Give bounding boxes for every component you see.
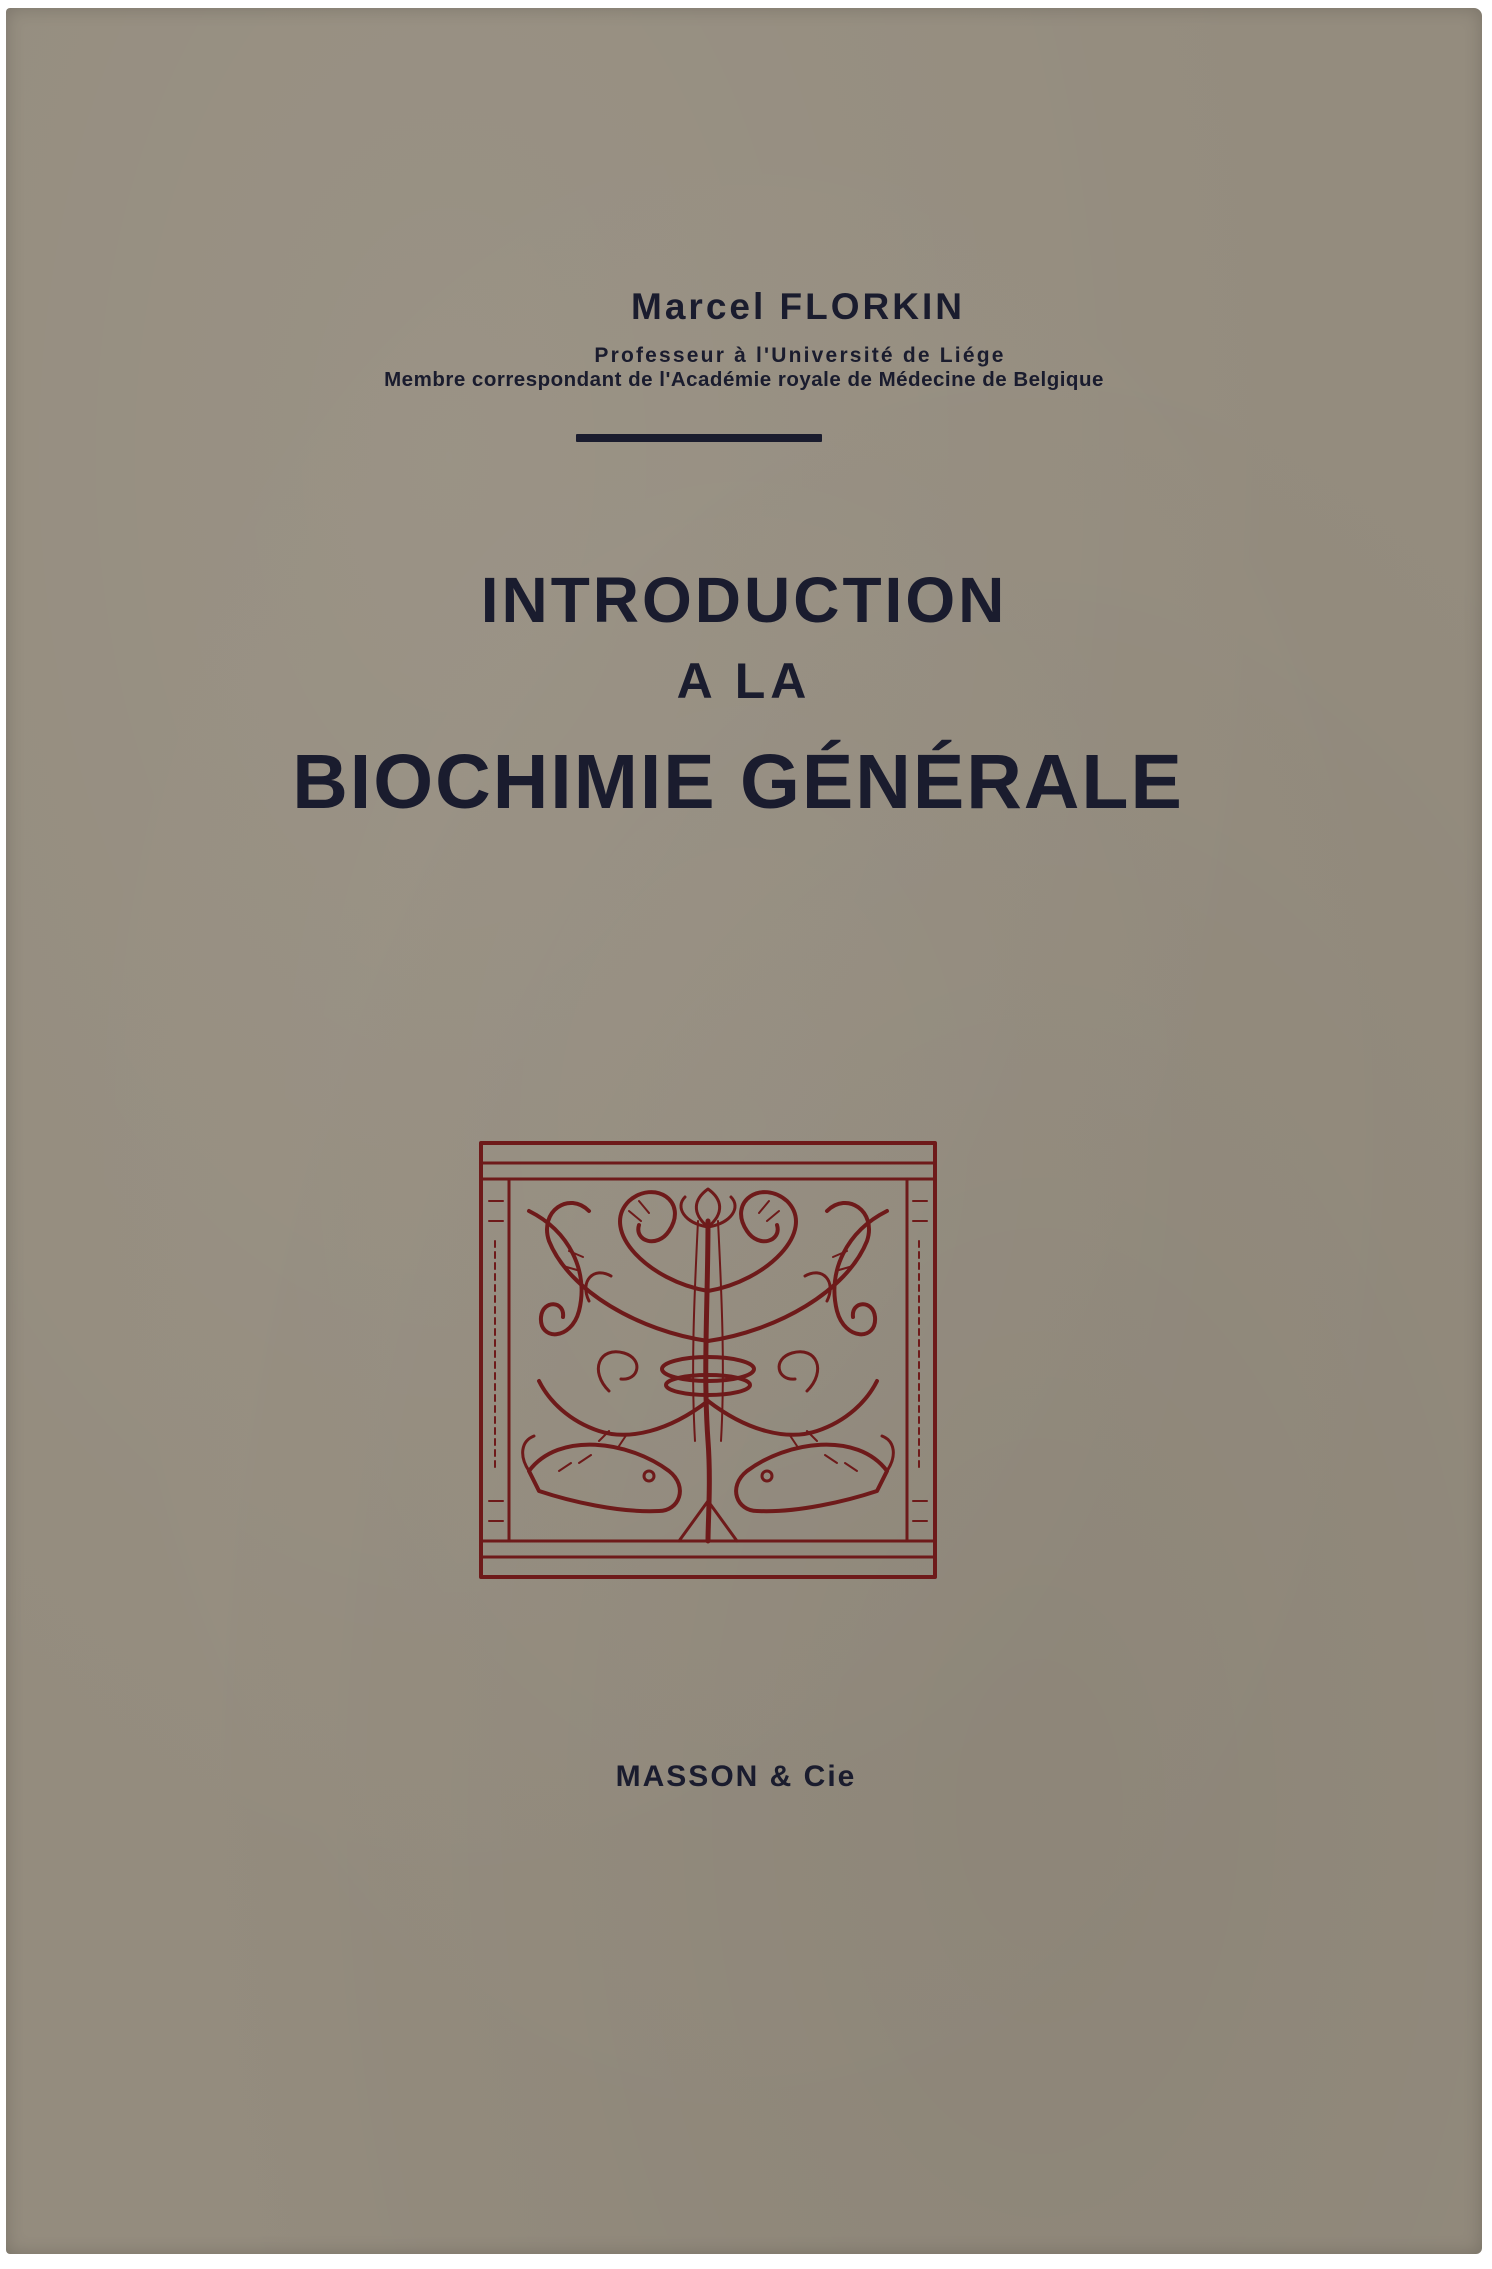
author-name: Marcel FLORKIN (631, 286, 965, 327)
title-line-3: BIOCHIMIE GÉNÉRALE (292, 739, 1184, 825)
title-line-1: INTRODUCTION (480, 564, 1008, 636)
divider-rule (576, 434, 822, 442)
book-cover (6, 8, 1482, 2254)
title-line-2: A LA (676, 653, 812, 709)
ornament-vignette-icon (479, 1141, 937, 1579)
publisher-name: MASSON & Cie (615, 1760, 857, 1793)
author-affiliation-2: Membre correspondant de l'Académie royale de Médecine de Belgique (384, 368, 1104, 391)
author-affiliation-1: Professeur à l'Université de Liége (594, 344, 1006, 367)
